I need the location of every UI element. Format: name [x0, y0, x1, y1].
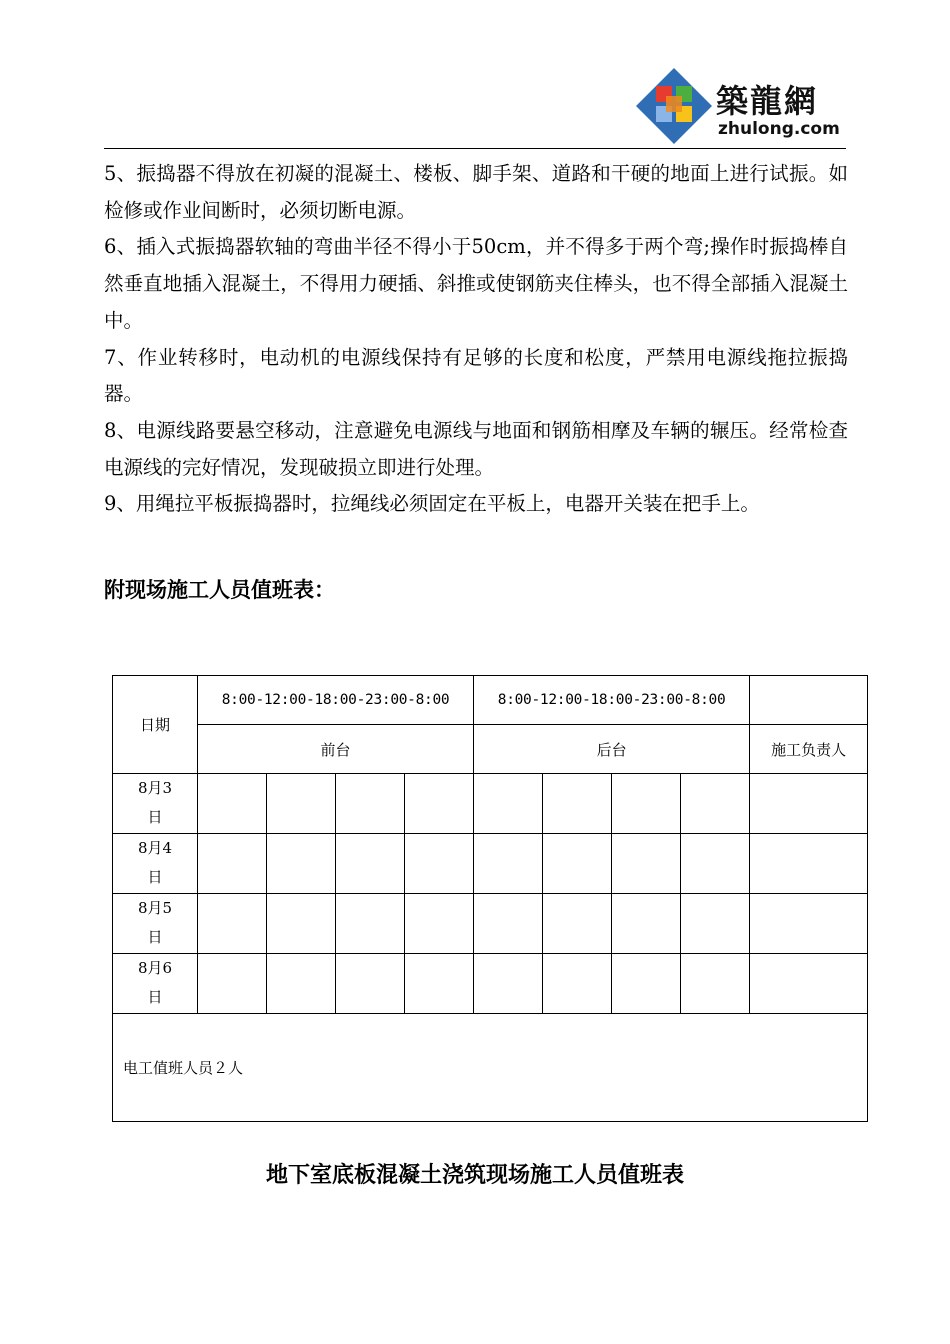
leader-cell [750, 774, 868, 834]
electrician-note-cell: 电工值班人员２人 [113, 1014, 868, 1122]
table-header-row-1 [113, 676, 868, 725]
front-time-cell: 8:00-12:00-18:00-23:00-8:00 [198, 676, 474, 725]
table-row [113, 834, 868, 894]
shift-cell [612, 774, 681, 834]
shift-cell [543, 894, 612, 954]
duty-roster-table [112, 675, 868, 1122]
shift-cell [336, 774, 405, 834]
shift-cell [681, 954, 750, 1014]
shift-cell [198, 834, 267, 894]
shift-cell [336, 954, 405, 1014]
front-label-cell: 前台 [198, 725, 474, 774]
rule-paragraph-5: 5、振捣器不得放在初凝的混凝土、楼板、脚手架、道路和干硬的地面上进行试振。如检修或作业间断时，必须切断电源。 [104, 162, 848, 222]
date-header-label: 日期 [139, 716, 170, 734]
date-cell [113, 894, 198, 954]
rule-paragraph-7: 7、作业转移时，电动机的电源线保持有足够的长度和松度，严禁用电源线拖拉振捣器。 [104, 345, 848, 406]
date-cell [113, 834, 198, 894]
date-line-1: 8月4 [137, 839, 173, 857]
leader-cell [750, 954, 868, 1014]
leader-blank-cell [750, 676, 868, 725]
shift-cell [612, 834, 681, 894]
table-row [113, 954, 868, 1014]
date-line-1: 8月6 [137, 959, 173, 977]
shift-cell [543, 834, 612, 894]
shift-cell [267, 774, 336, 834]
rule-paragraph-6: 6、插入式振捣器软轴的弯曲半径不得小于50cm，并不得多于两个弯;操作时振捣棒自然垂直地插入混凝土，不得用力硬插、斜推或使钢筋夹住棒头，也不得全部插入混凝土中。 [104, 235, 848, 332]
shift-cell [612, 894, 681, 954]
shift-cell [405, 774, 474, 834]
table-row [113, 894, 868, 954]
table-header-row-2 [113, 725, 868, 774]
shift-cell [405, 894, 474, 954]
shift-cell [474, 834, 543, 894]
logo-text-chinese: 築龍網 [716, 82, 819, 120]
leader-cell [750, 834, 868, 894]
shift-cell [267, 894, 336, 954]
zhulong-logo [632, 66, 844, 146]
shift-cell [681, 774, 750, 834]
shift-cell [198, 954, 267, 1014]
date-line-2: 日 [147, 988, 163, 1006]
shift-cell [405, 954, 474, 1014]
shift-cell [267, 834, 336, 894]
shift-cell [543, 954, 612, 1014]
shift-cell [474, 954, 543, 1014]
rule-paragraph-8: 8、电源线路要悬空移动，注意避免电源线与地面和钢筋相摩及车辆的辗压。经常检查电源线的完好情况，发现破损立即进行处理。 [104, 418, 848, 479]
logo-diamond-icon [632, 66, 716, 146]
leader-label-cell: 施工负责人 [750, 725, 868, 774]
shift-cell [267, 954, 336, 1014]
table-row [113, 774, 868, 834]
date-header-cell [113, 676, 198, 774]
back-time-cell: 8:00-12:00-18:00-23:00-8:00 [474, 676, 750, 725]
header-divider [104, 148, 846, 149]
date-line-1: 8月5 [137, 899, 173, 917]
shift-cell [405, 834, 474, 894]
shift-cell [198, 894, 267, 954]
rule-paragraph-9: 9、用绳拉平板振捣器时，拉绳线必须固定在平板上，电器开关装在把手上。 [104, 492, 760, 516]
shift-cell [336, 834, 405, 894]
shift-cell [474, 774, 543, 834]
shift-cell [543, 774, 612, 834]
shift-cell [474, 894, 543, 954]
shift-cell [612, 954, 681, 1014]
date-line-2: 日 [147, 808, 163, 826]
leader-cell [750, 894, 868, 954]
date-line-2: 日 [147, 868, 163, 886]
date-line-2: 日 [147, 928, 163, 946]
date-cell [113, 774, 198, 834]
section-title: 附现场施工人员值班表： [104, 578, 335, 602]
table-caption: 地下室底板混凝土浇筑现场施工人员值班表 [265, 1163, 684, 1188]
date-cell [113, 954, 198, 1014]
shift-cell [336, 894, 405, 954]
shift-cell [681, 834, 750, 894]
shift-cell [681, 894, 750, 954]
safety-rules-text [104, 156, 848, 523]
note-row [113, 1014, 868, 1122]
date-line-1: 8月3 [137, 779, 173, 797]
back-label-cell: 后台 [474, 725, 750, 774]
shift-cell [198, 774, 267, 834]
logo-text-english: zhulong.com [718, 119, 840, 139]
